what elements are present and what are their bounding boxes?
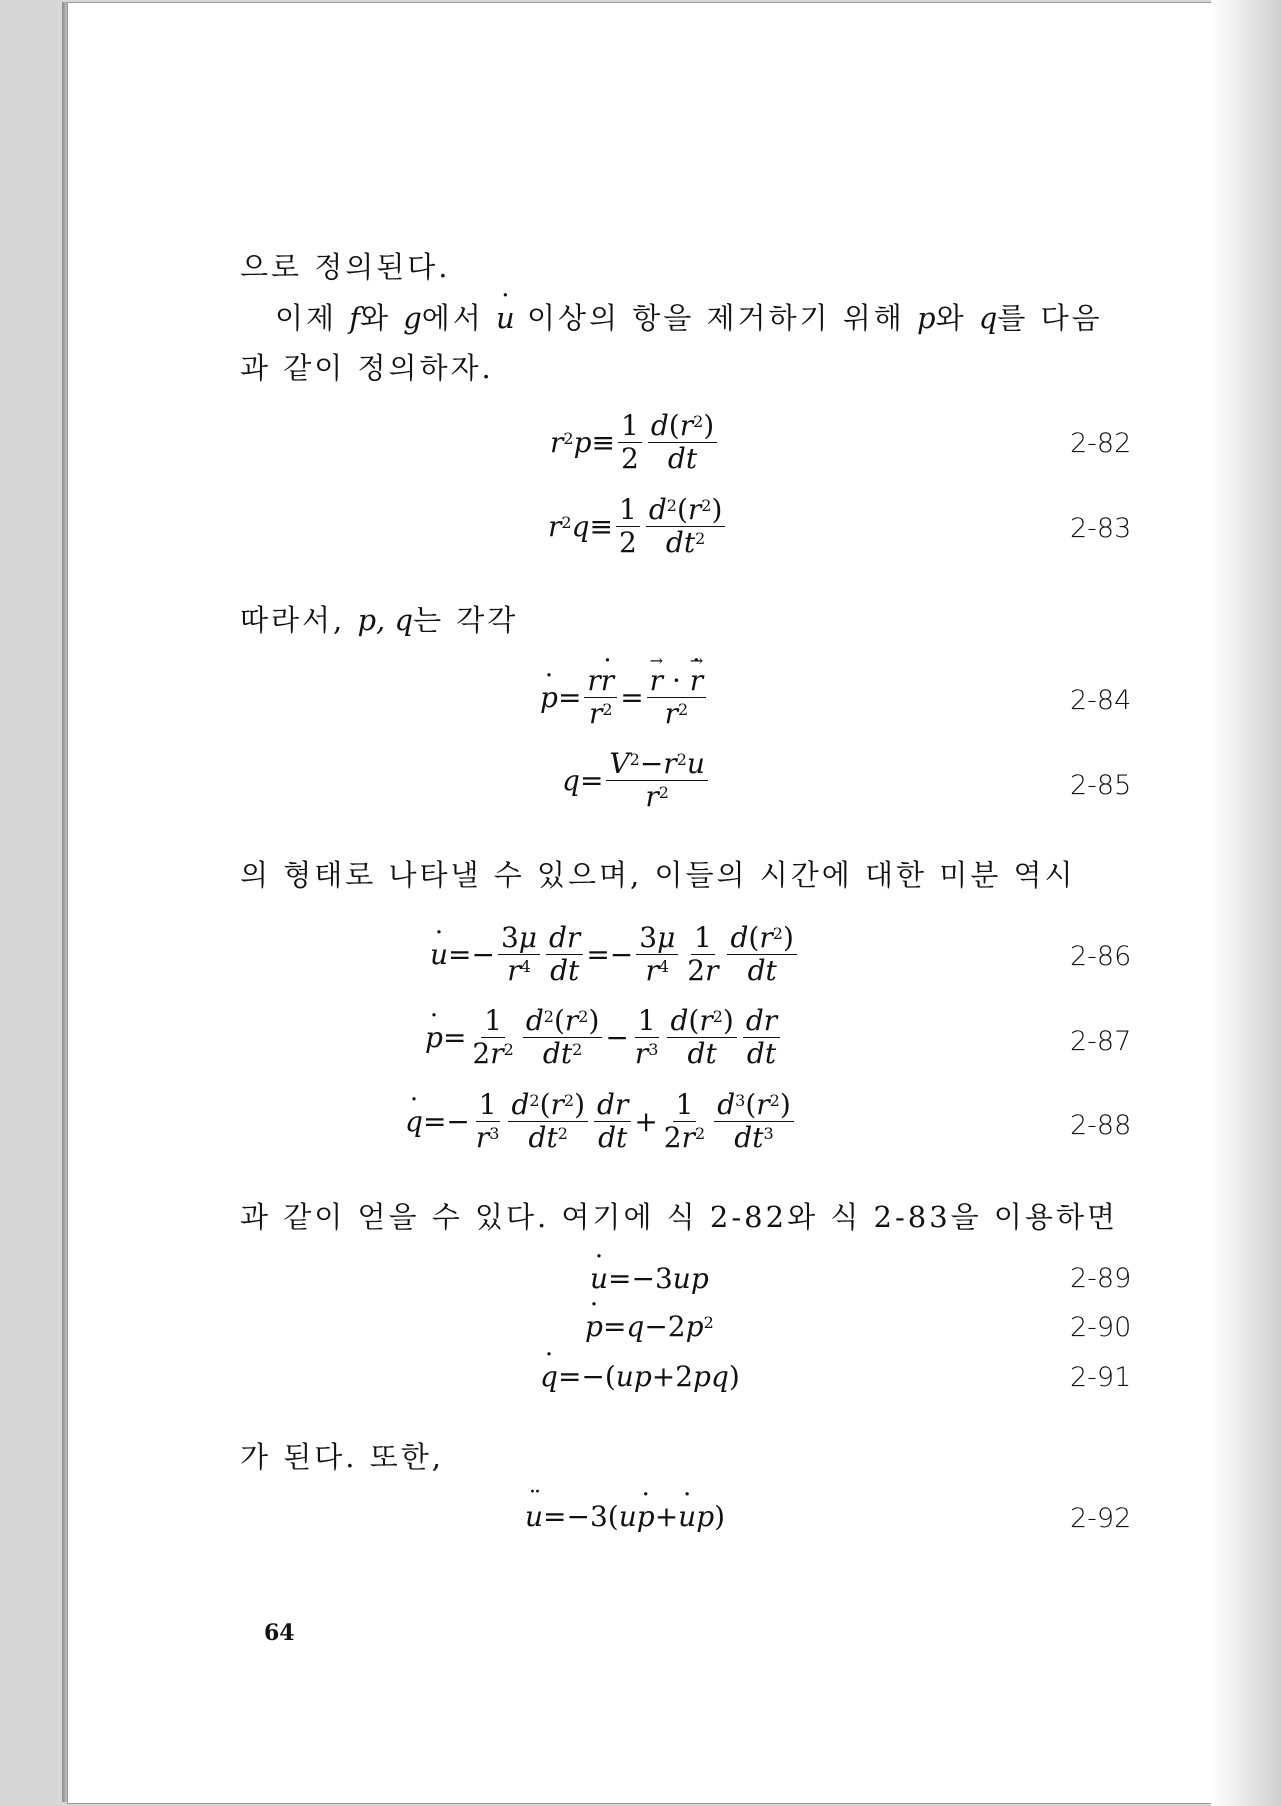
equation-2-90: p · = q −2 p $^2$ <box>585 1310 714 1343</box>
paragraph-2: 이제 f와 g에서 u · 이상의 항을 제거하기 위해 p와 q를 다음 <box>275 296 1103 337</box>
equation-number: 2-92 <box>1070 1503 1132 1534</box>
paragraph-7: 가 된다. 또한, <box>240 1440 444 1474</box>
page-curl-shade <box>1211 0 1281 1806</box>
equation-number: 2-86 <box>1070 941 1132 972</box>
equation-number: 2-85 <box>1070 770 1132 801</box>
equation-2-83: r $^2$ q ≡ $\frac{1}{2}$ $\frac{d^2(r^2)}{dt^2}$ <box>548 494 728 559</box>
equation-2-86: u · =− $\frac{3\mu}{r^4}$ $\frac{dr}{dt}$ =− $\frac{3\mu}{r^4}$ $\frac{1}{2r}$ $\frac{d(r^2)}{dt}$ <box>430 922 800 987</box>
paragraph-5: 의 형태로 나타낼 수 있으며, 이들의 시간에 대한 미분 역시 <box>240 858 1076 892</box>
equation-2-85: q = $\frac{V^2-r^2u}{r^2}$ <box>562 748 711 813</box>
equation-2-89: u · =−3 up <box>590 1262 709 1295</box>
equation-2-91: q · =−( up +2 pq ) <box>540 1360 740 1393</box>
equation-number: 2-84 <box>1070 685 1132 716</box>
equation-number: 2-88 <box>1070 1110 1132 1141</box>
equation-2-92: u ·· =−3( u p · + u · p ) <box>525 1500 725 1533</box>
paragraph-4: 따라서, p, q는 각각 <box>240 603 519 637</box>
equation-2-84: p · = $\frac{rr \cdot}{r^2}$ = → $\frac{r \cdot \to r \cdot}{r^2}$ <box>540 665 709 730</box>
paragraph-3: 과 같이 정의하자. <box>240 351 494 385</box>
equation-number: 2-90 <box>1070 1312 1132 1343</box>
page-number: 64 <box>264 1620 295 1646</box>
paragraph-6: 과 같이 얻을 수 있다. 여기에 식 2-82와 식 2-83을 이용하면 <box>240 1200 1118 1234</box>
equation-number: 2-91 <box>1070 1362 1132 1393</box>
equation-number: 2-89 <box>1070 1263 1132 1294</box>
equation-number: 2-82 <box>1070 428 1132 459</box>
equation-2-88: q · =− $\frac{1}{r^3}$ $\frac{d^2(r^2)}{dt^2}$ $\frac{dr}{dt}$ + $\frac{1}{2r^2}$ $\frac{d^3(r^2)}{dt^3}$ <box>405 1089 797 1154</box>
equation-number: 2-87 <box>1070 1026 1132 1057</box>
equation-2-87: p · = $\frac{1}{2r^2}$ $\frac{d^2(r^2)}{dt^2}$ − $\frac{1}{r^3}$ $\frac{d(r^2)}{dt}$ $\frac{dr}{dt}$ <box>425 1005 783 1070</box>
equation-2-82: r $^2$ p ≡ $\frac{1}{2}$ $\frac{d(r^2)}{dt}$ <box>550 410 720 475</box>
paragraph-1: 으로 정의된다. <box>240 250 451 284</box>
equation-number: 2-83 <box>1070 513 1132 544</box>
